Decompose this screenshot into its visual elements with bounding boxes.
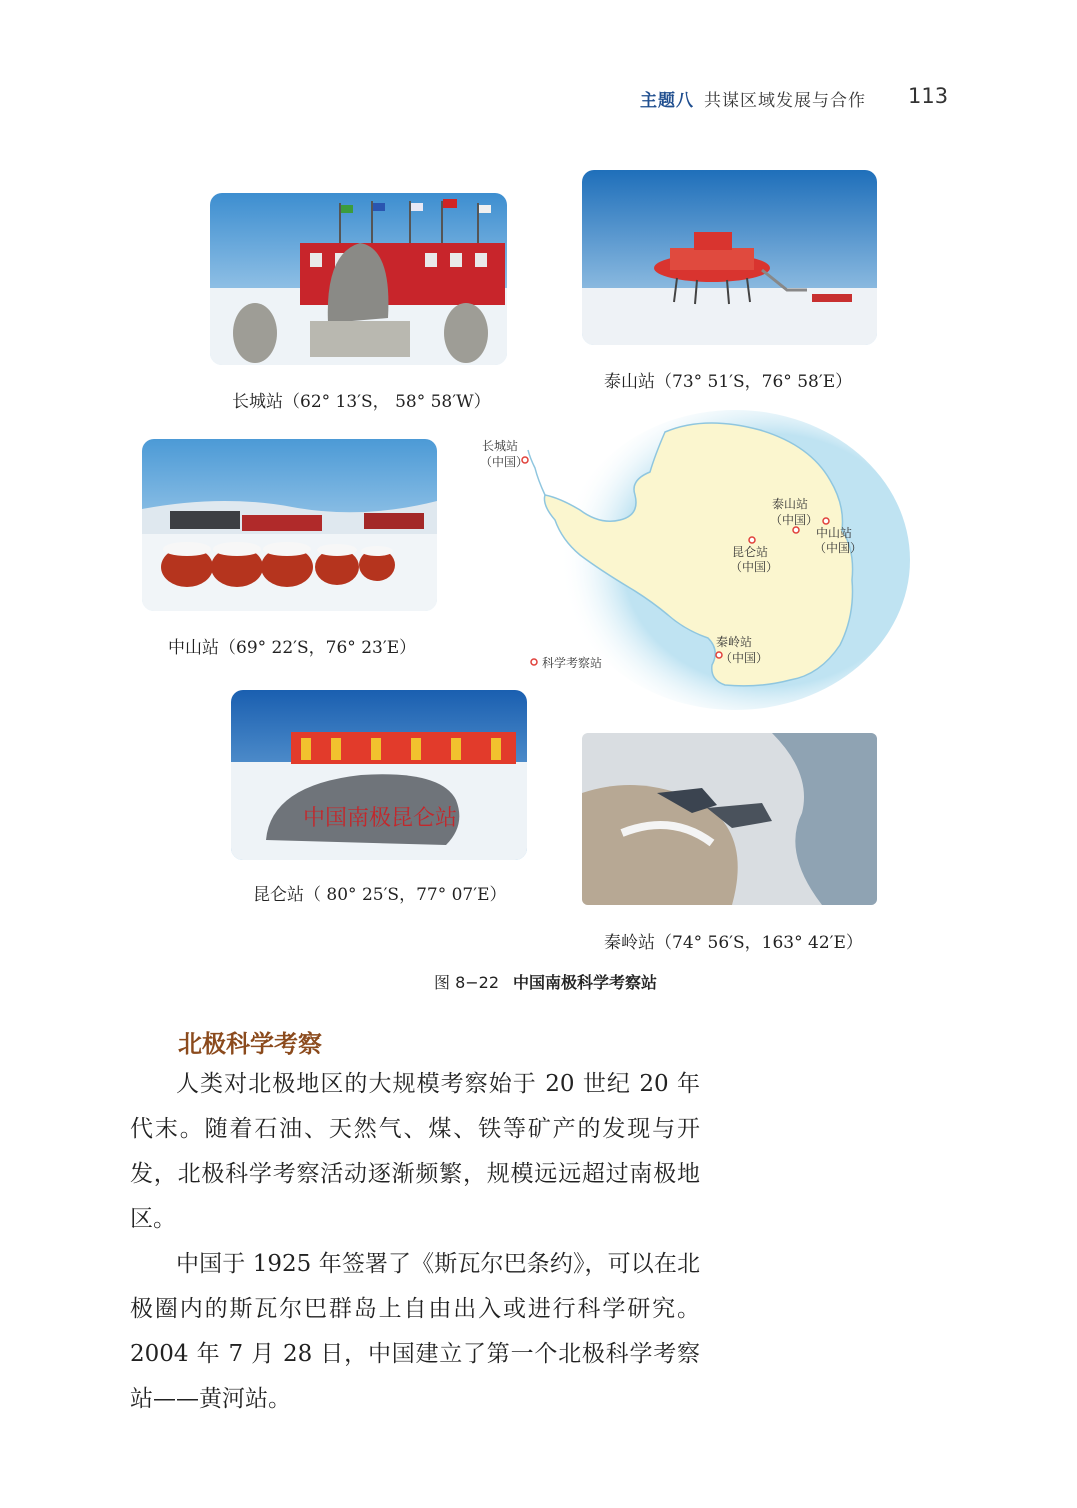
station-marker-zhongshan	[823, 518, 829, 524]
paragraph-1: 人类对北极地区的大规模考察始于 20 世纪 20 年代末。随着石油、天然气、煤、铁等矿产的发现与开发，北极科学考察活动逐渐频繁，规模远远超过南极地区。	[130, 1071, 700, 1232]
photo-taishan-station	[582, 170, 877, 345]
header-title: 共谋区域发展与合作	[704, 91, 866, 111]
caption-qinling: 秦岭站（74° 56′S，163° 42′E）	[604, 933, 863, 953]
figure-caption	[434, 970, 657, 993]
photo-changcheng-station	[210, 193, 507, 365]
caption-zhongshan: 中山站（69° 22′S，76° 23′E）	[168, 638, 417, 658]
map-label-changcheng-country: （中国）	[480, 455, 529, 469]
figure-title: 中国南极科学考察站	[513, 973, 658, 992]
legend-marker	[531, 659, 537, 665]
map-label-zhongshan: 中山站	[816, 526, 853, 540]
photo-qinling-station	[582, 733, 877, 905]
header-theme: 主题八	[640, 91, 694, 111]
map-legend-label: 科学考察站	[542, 656, 603, 670]
photo-zhongshan-station	[142, 439, 437, 611]
photo-kunlun-station	[231, 690, 527, 860]
kunlun-stone-inscription: 中国南极昆仑站	[303, 806, 458, 831]
map-label-taishan-country: （中国）	[770, 513, 819, 527]
caption-kunlun: 昆仑站（ 80° 25′S，77° 07′E）	[253, 885, 507, 905]
figure-number: 图 8−22	[434, 973, 500, 992]
map-label-taishan: 泰山站	[772, 497, 809, 511]
caption-changcheng: 长城站（62° 13′S， 58° 58′W）	[232, 392, 491, 412]
antarctica-map	[470, 410, 910, 710]
station-marker-kunlun	[749, 537, 755, 543]
page-number: 113	[908, 84, 949, 108]
caption-taishan: 泰山站（73° 51′S，76° 58′E）	[604, 372, 853, 392]
section-heading: 北极科学考察	[178, 1030, 322, 1058]
body-text	[130, 1062, 700, 1422]
paragraph-2: 中国于 1925 年签署了《斯瓦尔巴条约》，可以在北极圈内的斯瓦尔巴群岛上自由出入或进行科学研究。2004 年 7 月 28 日，中国建立了第一个北极科学考察站——黄河站。	[130, 1251, 700, 1412]
map-label-qinling: 秦岭站	[716, 635, 753, 649]
map-label-qinling-country: （中国）	[720, 651, 769, 665]
map-label-kunlun-country: （中国）	[730, 560, 779, 574]
station-marker-taishan	[793, 527, 799, 533]
map-label-kunlun: 昆仑站	[732, 545, 769, 559]
map-label-zhongshan-country: （中国）	[814, 541, 863, 555]
antarctic-peninsula-tip	[528, 450, 545, 495]
map-label-changcheng: 长城站	[482, 439, 519, 453]
running-header	[640, 86, 866, 111]
